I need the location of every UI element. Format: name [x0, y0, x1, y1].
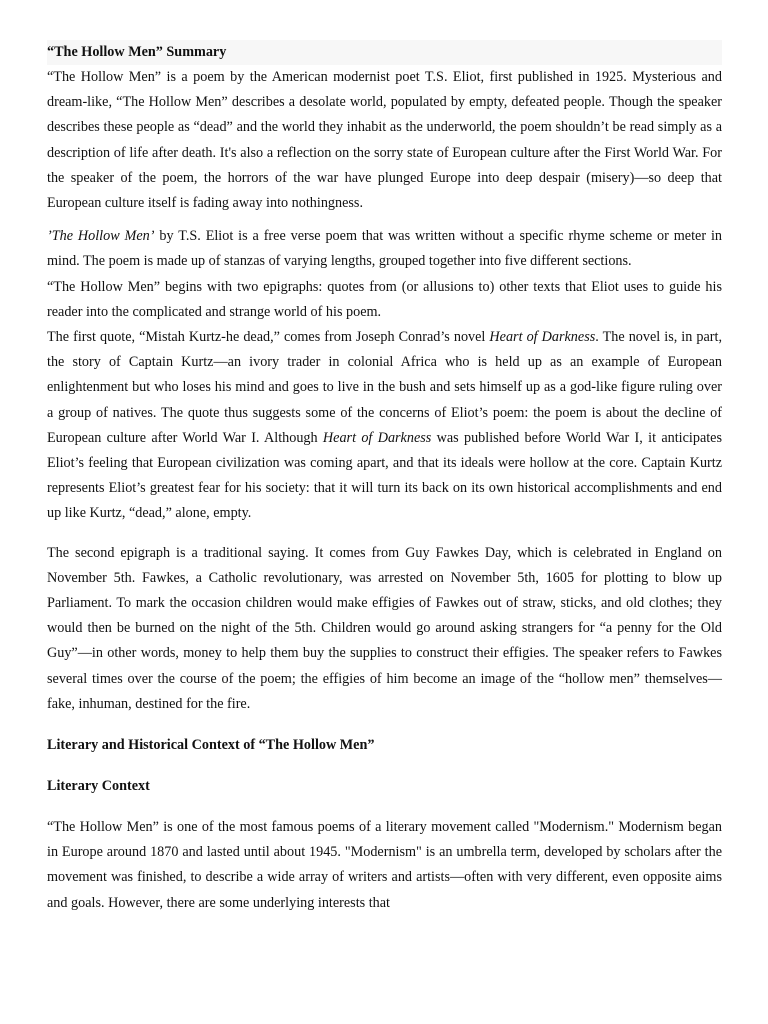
novel-title-2: Heart of Darkness: [322, 429, 432, 446]
summary-paragraph-2-text: by T.S. Eliot is a free verse poem that was written without a specific rhyme scheme or meter in mind. The poem is made up of stanzas of varying lengths, grouped together into five different sections.: [47, 228, 722, 270]
summary-paragraph-2: [47, 224, 722, 274]
p4-text-c: was published before World War I, it anticipates Eliot’s feeling that European civilization was coming apart, and that its ideals were hollow at the core. Captain Kurtz represents Eliot’s greatest fear for his society: that it will turn its back on its own historical accomplishments and end up like Kurtz, “dead,” alone, empty.: [47, 429, 722, 522]
summary-paragraph-1: “The Hollow Men” is a poem by the American modernist poet T.S. Eliot, first published in 1925. Mysterious and dream-like, “The Hollow Men” describes a desolate world, populated by empty, defeated people. Though the speaker describes these people as “dead” and the world they inhabit as the underworld, the poem shouldn’t be read simply as a description of life after death. It's also a reflection on the sorry state of European culture after the First World War. For the speaker of the poem, the horrors of the war have plunged Europe into deep despair (misery)—so deep that European culture itself is fading away into nothingness.: [47, 69, 722, 212]
summary-paragraph-4: [47, 325, 722, 527]
literary-context-subheading: Literary Context: [47, 778, 150, 795]
context-paragraph-1: “The Hollow Men” is one of the most famous poems of a literary movement called "Modernism." Modernism began in Europe around 1870 and lasted until about 1945. "Modernism" is an umbrella term, developed by scholars after the movement was finished, to describe a wide array of writers and artists—often with very different, even opposite aims and goals. However, there are some underlying interests that: [47, 819, 722, 911]
p4-text-b: . The novel is, in part, the story of Captain Kurtz—an ivory trader in colonial Africa who is held up as an example of European enlightenment but who loses his mind and goes to live in the bush and sets himself up as a god-like figure ruling over a group of natives. The quote thus suggests some of the concerns of Eliot’s poem: the poem is about the decline of European culture after World War I. Although: [47, 329, 722, 446]
p4-text-a: The first quote, “Mistah Kurtz-he dead,” comes from Joseph Conrad’s novel: [47, 329, 490, 346]
context-heading: Literary and Historical Context of “The Hollow Men”: [47, 737, 375, 754]
summary-paragraph-5: The second epigraph is a traditional saying. It comes from Guy Fawkes Day, which is celebrated in England on November 5th. Fawkes, a Catholic revolutionary, was arrested on November 5th, 1605 for plotting to blow up Parliament. To mark the occasion children would make effigies of Fawkes out of straw, sticks, and old clothes; they would then be burned on the night of the 5th. Children would go around asking strangers for “a penny for the Old Guy”—in other words, money to help them buy the supplies to construct their effigies. The speaker refers to Fawkes several times over the course of the poem; the effigies of him become an image of the “hollow men” themselves—fake, inhuman, destined for the fire.: [47, 544, 722, 712]
poem-title: ’The Hollow Men’: [47, 228, 155, 245]
summary-paragraph-3: “The Hollow Men” begins with two epigraphs: quotes from (or allusions to) other texts that Eliot uses to guide his reader into the complicated and strange world of his poem.: [47, 278, 722, 320]
document-page: [47, 40, 722, 916]
novel-title-1: Heart of Darkness: [489, 329, 596, 346]
summary-heading: “The Hollow Men” Summary: [47, 40, 722, 65]
